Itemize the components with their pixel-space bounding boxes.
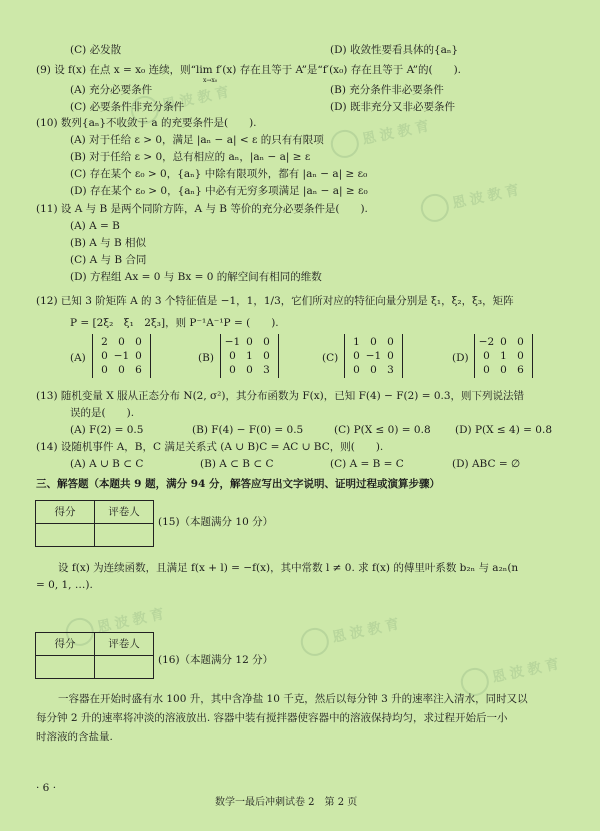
q15-line1: 设 f(x) 为连续函数，且满足 f(x + l) = −f(x)，其中常数 l ≠ 0. 求 f(x) 的傅里叶系数 b₂ₙ 与 a₂ₙ(n bbox=[58, 562, 519, 574]
q10-stem: (10) 数列{aₙ}不收敛于 a 的充要条件是( ). bbox=[36, 117, 257, 129]
q9-option-a: (A) 充分必要条件 bbox=[70, 84, 153, 96]
q12-option-c-label: (C) bbox=[322, 352, 339, 364]
grader-header: 评卷人 bbox=[95, 633, 154, 656]
grader-header: 评卷人 bbox=[95, 501, 154, 524]
watermark-logo: 恩波教育 bbox=[128, 77, 236, 126]
q12-stem-line2: P = [2ξ₂ ξ₁ 2ξ₃]，则 P⁻¹A⁻¹P = ( ). bbox=[70, 317, 279, 329]
q12-option-b-matrix: −1 0 0 0 1 0 0 0 3 bbox=[220, 334, 279, 378]
q12-option-d-label: (D) bbox=[452, 352, 469, 364]
q8-option-c: (C) 必发散 bbox=[70, 44, 122, 56]
q11-stem: (11) 设 A 与 B 是两个同阶方阵，A 与 B 等价的充分必要条件是( ). bbox=[36, 203, 368, 215]
q13-stem-line1: (13) 随机变量 X 服从正态分布 N(2, σ²)，其分布函数为 F(x)，已知 F(4) − F(2) = 0.3，则下列说法错 bbox=[36, 390, 525, 402]
q16-line2: 每分钟 2 升的速率将冲淡的溶液放出. 容器中装有搅拌器使容器中的溶液保持均匀，求过程开始后一小 bbox=[36, 712, 508, 724]
q9-option-b: (B) 充分条件非必要条件 bbox=[330, 84, 444, 96]
section-3-heading: 三、解答题（本题共 9 题，满分 94 分，解答应写出文字说明、证明过程或演算步骤） bbox=[36, 478, 441, 490]
q13-option-d: (D) P(X ≤ 4) = 0.8 bbox=[455, 424, 553, 436]
score-cell bbox=[36, 656, 95, 679]
q14-option-b: (B) A ⊂ B ⊂ C bbox=[200, 458, 274, 470]
q16-label: (16)（本题满分 12 分） bbox=[158, 654, 274, 666]
q13-option-b: (B) F(4) − F(0) = 0.5 bbox=[192, 424, 304, 436]
q14-option-d: (D) ABC = ∅ bbox=[452, 458, 521, 470]
q10-option-a: (A) 对于任给 ε > 0，满足 |aₙ − a| < ε 的只有有限项 bbox=[70, 134, 324, 146]
q12-stem-line1: (12) 已知 3 阶矩阵 A 的 3 个特征值是 −1，1，1/3，它们所对应的特征向量分别是 ξ₁，ξ₂，ξ₃，矩阵 bbox=[36, 295, 514, 307]
q14-option-c: (C) A = B = C bbox=[330, 458, 404, 470]
watermark-logo: 恩波教育 bbox=[63, 599, 171, 648]
q8-option-d: (D) 收敛性要看具体的{aₙ} bbox=[330, 44, 459, 56]
q11-option-b: (B) A 与 B 相似 bbox=[70, 237, 147, 249]
q12-option-a-matrix: 2 0 0 0 −1 0 0 0 6 bbox=[92, 334, 151, 378]
q14-stem: (14) 设随机事件 A，B，C 满足关系式 (A ∪ B)C = AC ∪ BC，则( ). bbox=[36, 441, 384, 453]
grader-cell bbox=[95, 524, 154, 547]
q12-option-c-matrix: 1 0 0 0 −1 0 0 0 3 bbox=[344, 334, 403, 378]
watermark-logo: 恩波教育 bbox=[328, 111, 436, 160]
score-cell bbox=[36, 524, 95, 547]
score-box-q16 bbox=[35, 632, 154, 679]
q13-stem-line2: 误的是( ). bbox=[70, 407, 135, 419]
q12-option-d-matrix: −2 0 0 0 1 0 0 0 6 bbox=[474, 334, 533, 378]
q11-option-d: (D) 方程组 Ax = 0 与 Bx = 0 的解空间有相同的维数 bbox=[70, 271, 322, 283]
q9-option-d: (D) 既非充分又非必要条件 bbox=[330, 101, 455, 113]
q12-option-b-label: (B) bbox=[198, 352, 214, 364]
q15-line2: = 0, 1, …). bbox=[36, 579, 93, 591]
q11-option-a: (A) A = B bbox=[70, 220, 120, 232]
page-number: · 6 · bbox=[36, 782, 57, 794]
page-footer-title: 数学一最后冲刺试卷 2 第 2 页 bbox=[215, 797, 358, 808]
q12-option-a-label: (A) bbox=[70, 352, 86, 364]
q10-option-c: (C) 存在某个 ε₀ > 0，{aₙ} 中除有限项外，都有 |aₙ − a| ≥ ε₀ bbox=[70, 168, 368, 180]
watermark-logo: 恩波教育 bbox=[298, 609, 406, 658]
q9-option-c: (C) 必要条件非充分条件 bbox=[70, 101, 185, 113]
q10-option-d: (D) 存在某个 ε₀ > 0，{aₙ} 中必有无穷多项满足 |aₙ − a| ≥ ε₀ bbox=[70, 185, 368, 197]
q16-line1: 一容器在开始时盛有水 100 升，其中含净盐 10 千克，然后以每分钟 3 升的速率注入清水，同时又以 bbox=[58, 693, 528, 705]
q15-label: (15)（本题满分 10 分） bbox=[158, 516, 274, 528]
q14-option-a: (A) A ∪ B ⊂ C bbox=[70, 458, 144, 470]
q13-option-a: (A) F(2) = 0.5 bbox=[70, 424, 144, 436]
score-box-q15 bbox=[35, 500, 154, 547]
q9-limit-subscript: x→x₀ bbox=[203, 77, 218, 84]
grader-cell bbox=[95, 656, 154, 679]
score-header: 得分 bbox=[36, 633, 95, 656]
watermark-logo: 恩波教育 bbox=[458, 649, 566, 698]
q9-stem: (9) 设 f(x) 在点 x = x₀ 连续，则“lim f′(x) 存在且等于 A”是“f′(x₀) 存在且等于 A”的( ). bbox=[36, 64, 462, 76]
q16-line3: 时溶液的含盐量. bbox=[36, 731, 113, 743]
watermark-logo: 恩波教育 bbox=[418, 175, 526, 224]
q10-option-b: (B) 对于任给 ε > 0，总有相应的 aₙ，|aₙ − a| ≥ ε bbox=[70, 151, 311, 163]
score-header: 得分 bbox=[36, 501, 95, 524]
q11-option-c: (C) A 与 B 合同 bbox=[70, 254, 147, 266]
q13-option-c: (C) P(X ≤ 0) = 0.8 bbox=[334, 424, 431, 436]
